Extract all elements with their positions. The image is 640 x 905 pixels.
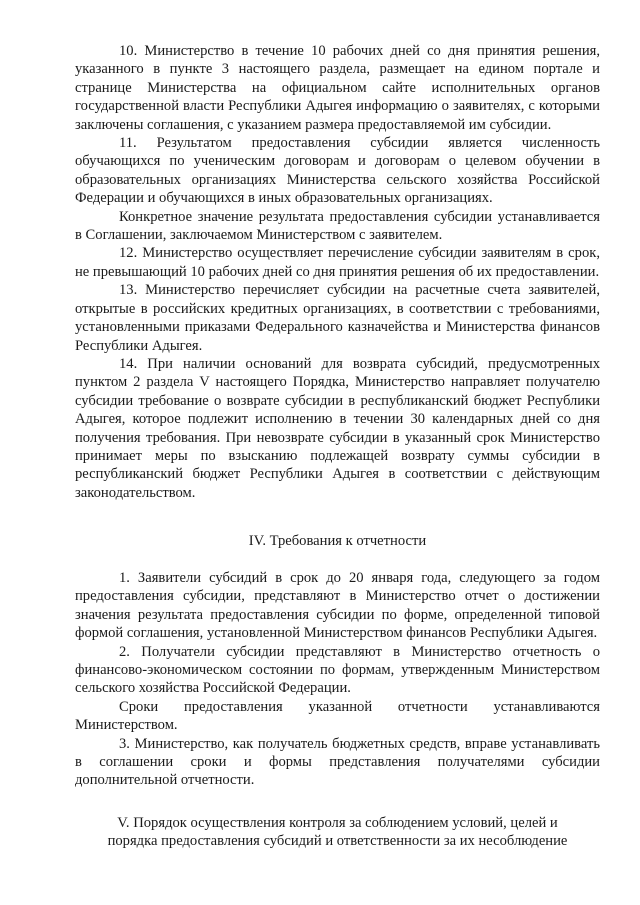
paragraph-report-2: 2. Получатели субсидии представляют в Министерство отчетность о финансово-экономическом состоянии по формам, утвержденным Министерством сельского хозяйства Российской Федерации. [75,643,600,697]
paragraph-item-13: 13. Министерство перечисляет субсидии на расчетные счета заявителей, открытые в российских кредитных организациях, в соответствии с требованиями, установленными приказами Федерального казначейства и Министерства финансов Республики Адыгея. [75,282,600,354]
paragraph-report-1: 1. Заявители субсидий в срок до 20 января года, следующего за годом предоставления субсидии, представляют в Министерство отчет о достижении значения результата предоставления субсидии по форме, определенной типовой формой соглашения, установленной Министерством финансов Республики Адыгея. [75,570,600,642]
section-3-continuation [75,42,600,502]
paragraph-item-12: 12. Министерство осуществляет перечисление субсидии заявителям в срок, не превышающий 10 рабочих дней со дня принятия решения об их предоставлении. [75,245,600,280]
paragraph-item-11: 11. Результатом предоставления субсидии является численность обучающихся по ученическим договорам и договорам о целевом обучении в образовательных организациях Министерства сельского хозяйства Российской Федерации и обучающихся в иных образовательных организациях. [75,135,600,207]
paragraph-item-10: 10. Министерство в течение 10 рабочих дней со дня принятия решения, указанного в пункте 3 настоящего раздела, размещает на едином портале и странице Министерства на официальном сайте исполнительных органов государственной власти Республики Адыгея информацию о заявителях, с которыми заключены соглашения, с указанием размера предоставляемой им субсидии. [75,43,600,133]
section-4-heading: IV. Требования к отчетности [248,533,427,549]
paragraph-report-3: 3. Министерство, как получатель бюджетных средств, вправе устанавливать в соглашении сроки и формы представления получателями субсидии дополнительной отчетности. [75,735,600,789]
paragraph-result-value: Конкретное значение результата предоставления субсидии устанавливается в Соглашении, заключаемом Министерством с заявителем. [75,208,600,244]
section-5-heading-line-2: порядка предоставления субсидий и ответственности за их несоблюдение [107,833,568,849]
section-4-body [75,569,600,790]
paragraph-report-deadlines: Сроки предоставления указанной отчетности устанавливаются Министерством. [75,698,600,734]
section-5-heading-line-1: V. Порядок осуществления контроля за соблюдением условий, целей и [117,815,558,831]
paragraph-item-14: 14. При наличии оснований для возврата субсидий, предусмотренных пунктом 2 раздела V настоящего Порядка, Министерство направляет получателю субсидии требование о возврате субсидии в республиканский бюджет Республики Адыгея, которое подлежит исполнению в течении 30 календарных дней со дня получения требования. При невозврате субсидии в указанный срок Министерство принимает меры по взысканию подлежащей возврату суммы субсидии в республиканский бюджет Республики Адыгея в соответствии с действующим законодательством. [75,355,600,501]
